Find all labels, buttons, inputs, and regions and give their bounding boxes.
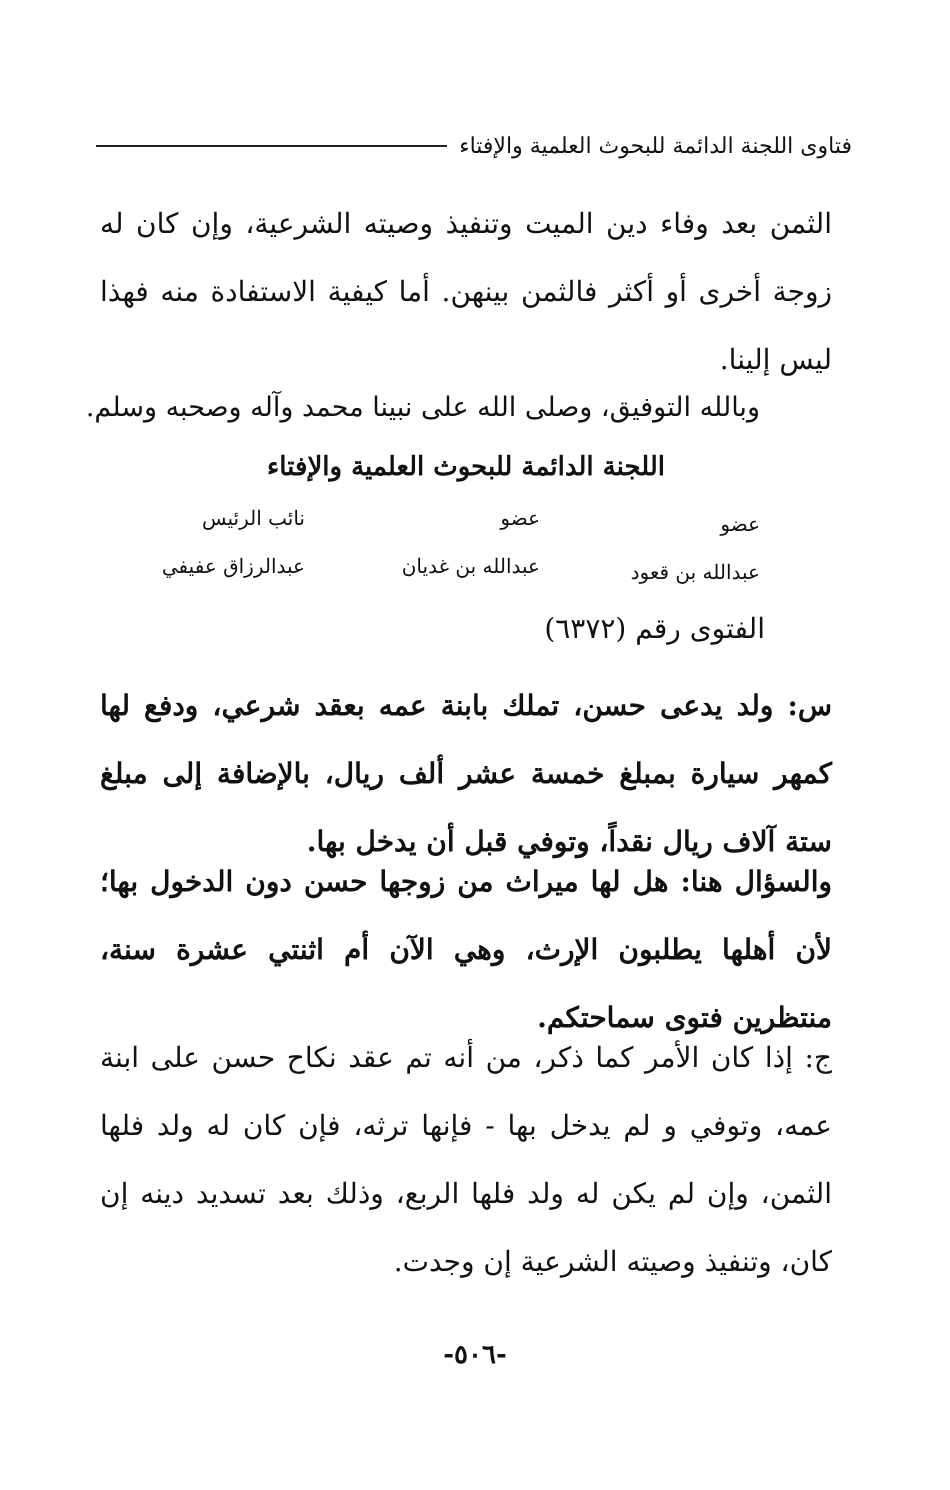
signatory-name: عبدالرزاق عفيفي — [161, 554, 305, 578]
signatory-role: عضو — [500, 506, 540, 530]
fatwa-number: الفتوى رقم (٦٣٧٢) — [544, 612, 765, 645]
signatory-name: عبدالله بن قعود — [630, 560, 760, 584]
question-followup: والسؤال هنا: هل لها ميراث من زوجها حسن دون الدخول بها؛ لأن أهلها يطلبون الإرث، وهي الآن أم اثنتي عشرة سنة، منتظرين فتوى سماحتكم. — [100, 865, 833, 1034]
header-rule — [96, 145, 447, 147]
closing-line: وبالله التوفيق، وصلى الله على نبينا محمد وآله وصحبه وسلم. — [85, 392, 760, 423]
signatory-1 — [631, 512, 760, 584]
running-title: فتاوى اللجنة الدائمة للبحوث العلمية والإفتاء — [459, 133, 852, 159]
answer-paragraph: ج: إذا كان الأمر كما ذكر، من أنه تم عقد نكاح حسن على ابنة عمه، وتوفي و لم يدخل بها - فإنها ترثه، فإن كان له ولد فلها الثمن، وإن لم يكن له ولد فلها الربع، وذلك بعد تسديد دينه إن كان، وتنفيذ وصيته الشرعية إن وجدت. — [100, 1041, 832, 1278]
question-paragraph: س: ولد يدعى حسن، تملك بابنة عمه بعقد شرعي، ودفع لها كمهر سيارة بمبلغ خمسة عشر ألف ريال، بالإضافة إلى مبلغ ستة آلاف ريال نقداً، وتوفي قبل أن يدخل بها. — [100, 689, 832, 858]
signatory-role: نائب الرئيس — [201, 506, 305, 530]
signatory-role: عضو — [720, 512, 760, 536]
page-number: -٥٠٦- — [443, 1340, 507, 1370]
running-header — [96, 128, 852, 164]
paragraph-continuation: الثمن بعد وفاء دين الميت وتنفيذ وصيته الشرعية، وإن كان له زوجة أخرى أو أكثر فالثمن بينهن. أما كيفية الاستفادة منه فهذا ليس إلينا. — [100, 207, 832, 376]
signatory-name: عبدالله بن غديان — [401, 554, 540, 578]
committee-heading: اللجنة الدائمة للبحوث العلمية والإفتاء — [267, 452, 665, 482]
signatory-3 — [162, 506, 305, 578]
signatory-2 — [402, 506, 540, 578]
